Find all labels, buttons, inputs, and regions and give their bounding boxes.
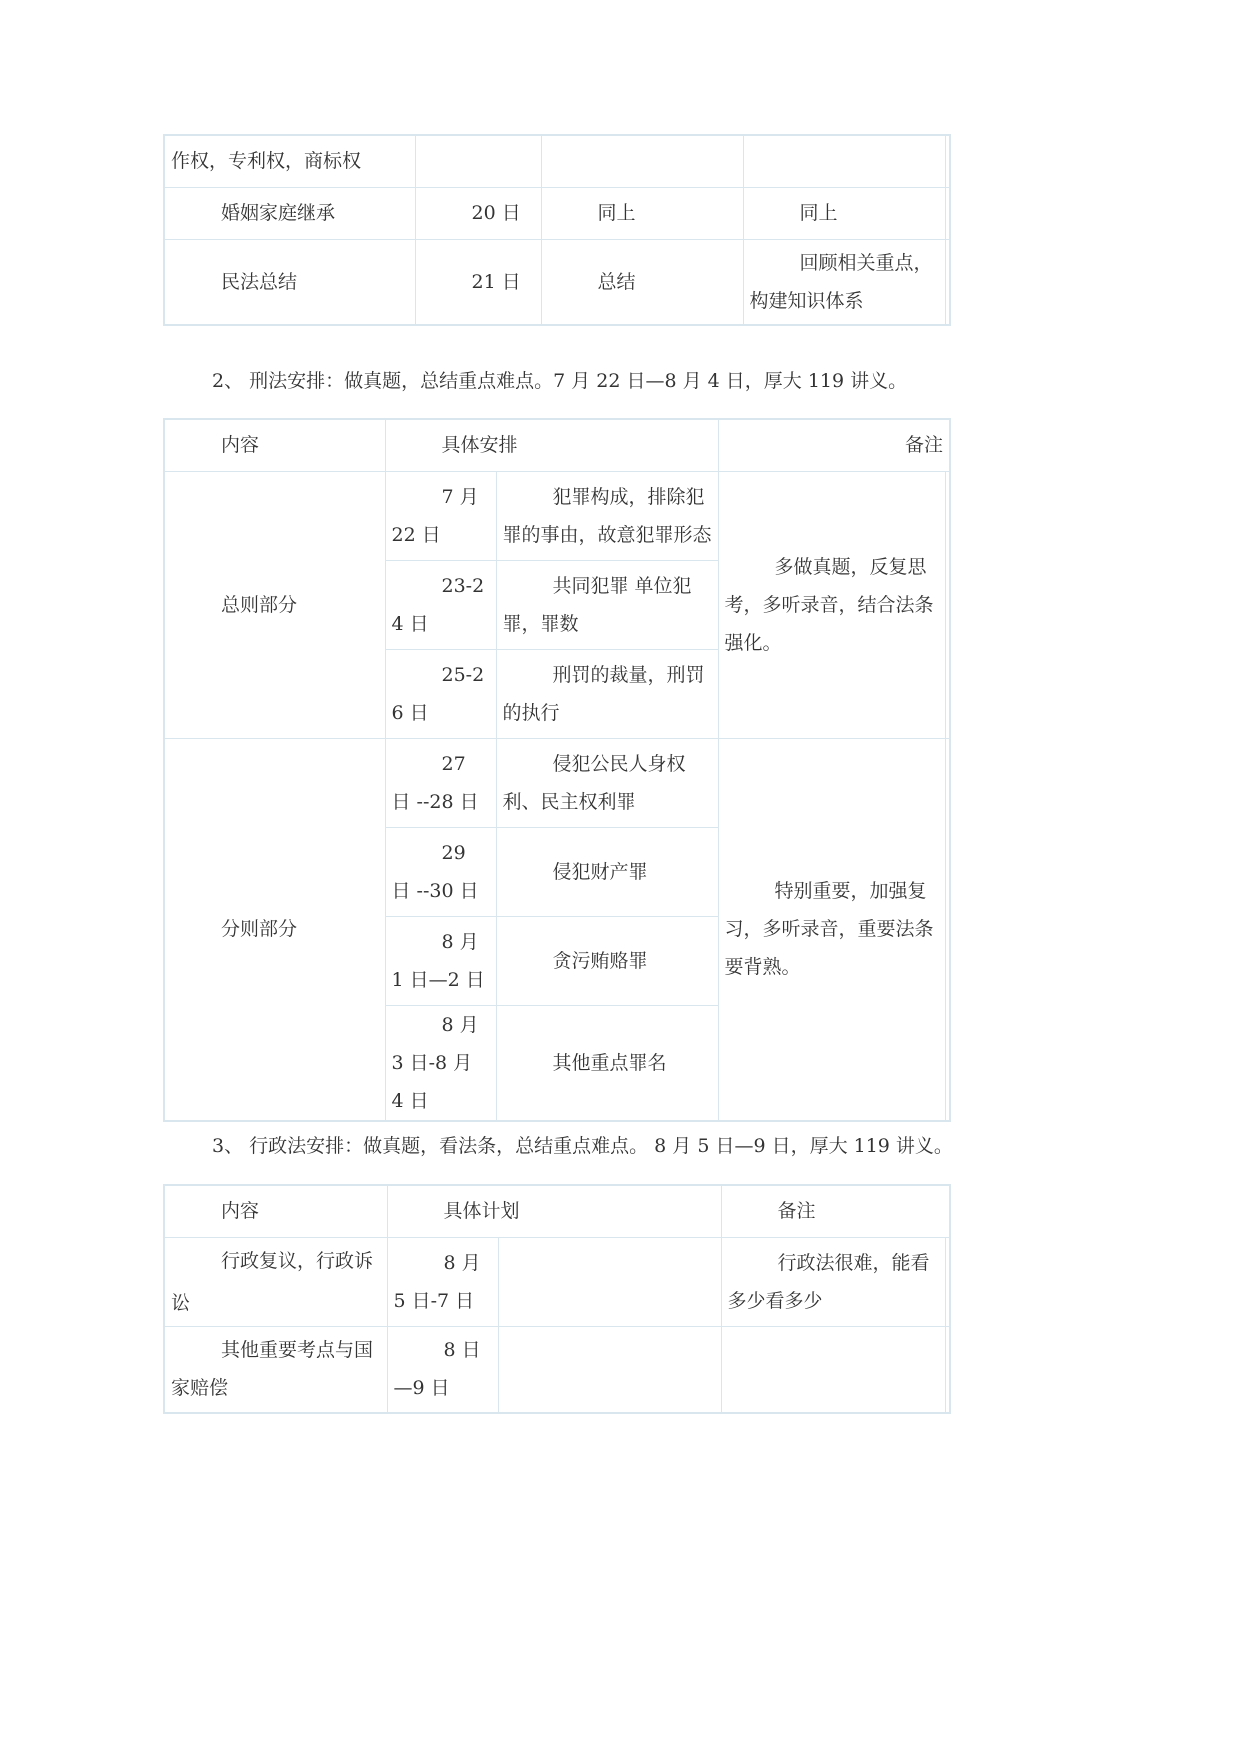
table-cell: 其他重要考点与国家赔偿 <box>164 1326 387 1413</box>
header-note: 备注 <box>721 1185 950 1237</box>
table-edge <box>945 1237 950 1326</box>
topic-cell: 侵犯财产罪 <box>496 827 718 916</box>
date-cell: 8 日 —9 日 <box>387 1326 498 1413</box>
date-cell: 7 月 22 日 <box>385 471 496 560</box>
table-header-row <box>164 1185 950 1237</box>
table-row <box>164 239 950 325</box>
note-cell: 行政法很难，能看多少看多少 <box>721 1237 945 1326</box>
civil-law-table <box>163 134 951 326</box>
date-cell: 8 月 3 日-8 月 4 日 <box>385 1005 496 1121</box>
topic-cell: 犯罪构成，排除犯罪的事由，故意犯罪形态 <box>496 471 718 560</box>
header-content: 内容 <box>164 1185 387 1237</box>
note-cell: 多做真题，反复思考，多听录音，结合法条强化。 <box>718 471 945 738</box>
table-cell: 同上 <box>541 187 743 239</box>
table-cell <box>721 1326 945 1413</box>
table-cell <box>743 135 945 187</box>
topic-cell: 其他重点罪名 <box>496 1005 718 1121</box>
table-cell: 行政复议，行政诉讼 <box>164 1237 387 1326</box>
date-cell: 23-24 日 <box>385 560 496 649</box>
table-cell: 回顾相关重点，构建知识体系 <box>743 239 945 325</box>
date-cell: 27 日 --28 日 <box>385 738 496 827</box>
table-row <box>164 135 950 187</box>
note-cell: 特别重要，加强复习，多听录音，重要法条要背熟。 <box>718 738 945 1121</box>
topic-cell: 共同犯罪 单位犯罪，罪数 <box>496 560 718 649</box>
group-name: 分则部分 <box>164 738 385 1121</box>
header-content: 内容 <box>164 419 385 471</box>
topic-cell: 侵犯公民人身权利、民主权利罪 <box>496 738 718 827</box>
table-cell: 婚姻家庭继承 <box>164 187 415 239</box>
table-cell: 同上 <box>743 187 945 239</box>
table-cell: 总结 <box>541 239 743 325</box>
table-cell: 21 日 <box>415 239 541 325</box>
table-edge <box>945 738 950 1121</box>
table-edge <box>945 239 950 325</box>
table-row <box>164 738 950 827</box>
table-cell: 民法总结 <box>164 239 415 325</box>
header-note: 备注 <box>718 419 950 471</box>
date-cell: 8 月 5 日-7 日 <box>387 1237 498 1326</box>
date-cell: 25-26 日 <box>385 649 496 738</box>
table-edge <box>945 187 950 239</box>
table-cell <box>498 1326 721 1413</box>
date-cell: 29 日 --30 日 <box>385 827 496 916</box>
table-row <box>164 187 950 239</box>
section-heading-administrative-law: 3、 行政法安排：做真题，看法条，总结重点难点。 8 月 5 日—9 日，厚大 119 讲义。 <box>212 1135 953 1157</box>
table-cell <box>498 1237 721 1326</box>
table-row <box>164 1326 950 1413</box>
date-cell: 8 月 1 日—2 日 <box>385 916 496 1005</box>
section-heading-criminal-law: 2、 刑法安排：做真题，总结重点难点。7 月 22 日—8 月 4 日，厚大 119 讲义。 <box>212 370 908 392</box>
table-header-row <box>164 419 950 471</box>
criminal-law-table <box>163 418 951 1122</box>
table-cell <box>541 135 743 187</box>
header-plan: 具体计划 <box>387 1185 721 1237</box>
topic-cell: 贪污贿赂罪 <box>496 916 718 1005</box>
table-edge <box>945 135 950 187</box>
table-row <box>164 471 950 560</box>
administrative-law-table <box>163 1184 951 1414</box>
group-name: 总则部分 <box>164 471 385 738</box>
table-cell <box>415 135 541 187</box>
table-row <box>164 1237 950 1326</box>
topic-cell: 刑罚的裁量，刑罚的执行 <box>496 649 718 738</box>
header-plan: 具体安排 <box>385 419 718 471</box>
table-edge <box>945 471 950 738</box>
table-cell: 20 日 <box>415 187 541 239</box>
table-edge <box>945 1326 950 1413</box>
table-cell: 作权，专利权，商标权 <box>164 135 415 187</box>
